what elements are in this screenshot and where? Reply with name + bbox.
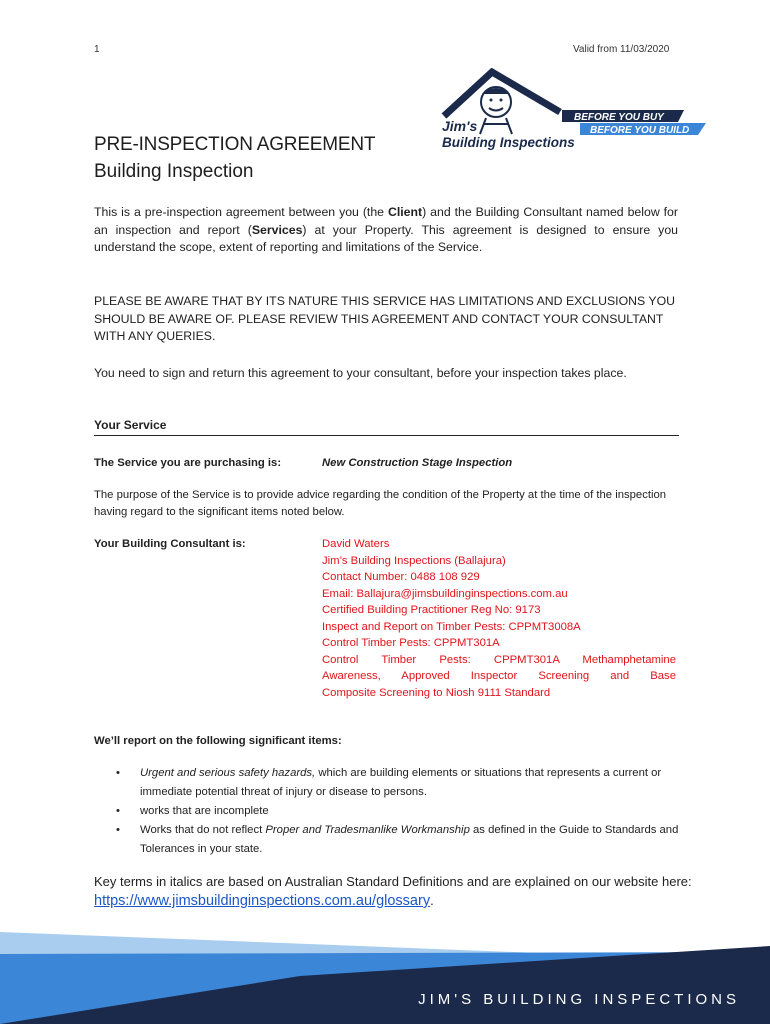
report-items-list bbox=[94, 764, 684, 859]
bullet-icon: • bbox=[116, 767, 120, 779]
intro-paragraph: This is a pre-inspection agreement between you (the Client) and the Building Consultant named below for an inspection and report (Services) at your Property. This agreement is designed to ensure you understand the scope, extent of reporting and limitations of the Service. bbox=[94, 205, 679, 254]
limitations-notice: PLEASE BE AWARE THAT BY ITS NATURE THIS SERVICE HAS LIMITATIONS AND EXCLUSIONS YOU SHOULD BE AWARE OF. PLEASE REVIEW THIS AGREEMENT AND CONTACT YOUR CONSULTANT WITH ANY QUERIES. bbox=[94, 294, 676, 343]
consultant-qualification: Inspect and Report on Timber Pests: CPPMT3008A bbox=[322, 620, 581, 633]
logo-tagline2: BEFORE YOU BUILD bbox=[590, 125, 690, 136]
consultant-phone: Contact Number: 0488 108 929 bbox=[322, 571, 480, 583]
consultant-registration: Certified Building Practitioner Reg No: 9173 bbox=[322, 604, 541, 616]
section-heading-your-service: Your Service bbox=[94, 418, 679, 436]
footer-banner bbox=[0, 918, 770, 1024]
page-number: 1 bbox=[94, 44, 100, 55]
consultant-details bbox=[322, 536, 676, 701]
consultant-qualification: Awareness, Approved Inspector Screening and Base bbox=[322, 670, 676, 682]
services-term: Services bbox=[251, 222, 303, 237]
sign-return-notice: You need to sign and return this agreement to your consultant, before your inspection takes place. bbox=[94, 366, 627, 380]
list-item: • Works that do not reflect Proper and Tradesmanlike Workmanship as defined in the Guide to Standards and Tolerances in your state. bbox=[94, 821, 684, 859]
bullet-icon: • bbox=[116, 824, 120, 836]
consultant-name: David Waters bbox=[322, 538, 390, 550]
document-title: PRE-INSPECTION AGREEMENT bbox=[94, 134, 376, 155]
service-purchasing-label: The Service you are purchasing is: bbox=[94, 457, 282, 469]
logo-brand-line1: Jim's bbox=[442, 118, 478, 134]
valid-from-date: Valid from 11/03/2020 bbox=[573, 44, 670, 55]
consultant-qualification: Control Timber Pests: CPPMT301A bbox=[322, 637, 500, 649]
glossary-link[interactable]: https://www.jimsbuildinginspections.com.au/glossary bbox=[94, 893, 431, 909]
consultant-company: Jim’s Building Inspections (Ballajura) bbox=[322, 554, 506, 567]
company-logo bbox=[440, 68, 706, 154]
document-subtitle: Building Inspection bbox=[94, 161, 254, 182]
consultant-email: Email: Ballajura@jimsbuildinginspections.com.au bbox=[322, 587, 568, 600]
logo-brand-line2: Building Inspections bbox=[442, 135, 575, 150]
report-items-heading: We’ll report on the following significant items: bbox=[94, 735, 342, 747]
client-term: Client bbox=[387, 205, 423, 219]
service-purchasing-value: New Construction Stage Inspection bbox=[322, 457, 513, 469]
logo-tagline1: BEFORE YOU BUY bbox=[574, 112, 664, 123]
bullet-icon: • bbox=[116, 805, 120, 817]
footer-company-name: JIM'S BUILDING INSPECTIONS bbox=[418, 991, 740, 1008]
consultant-qualification: Composite Screening to Niosh 9111 Standard bbox=[322, 686, 551, 699]
consultant-qualification: Control Timber Pests: CPPMT301A Methamphetamine bbox=[322, 653, 676, 666]
consultant-label: Your Building Consultant is: bbox=[94, 538, 246, 550]
list-item: • works that are incomplete bbox=[94, 802, 684, 821]
list-item: • Urgent and serious safety hazards, which are building elements or situations that represents a current or immediate potential threat of injury or disease to persons. bbox=[94, 764, 684, 802]
key-terms-note: Key terms in italics are based on Australian Standard Definitions and are explained on our website here: https://www.jimsbuildinginspections.com.au/glossary. bbox=[94, 874, 692, 909]
service-purpose: The purpose of the Service is to provide advice regarding the condition of the Property at the time of the inspection having regard to the significant items noted below. bbox=[94, 489, 667, 518]
